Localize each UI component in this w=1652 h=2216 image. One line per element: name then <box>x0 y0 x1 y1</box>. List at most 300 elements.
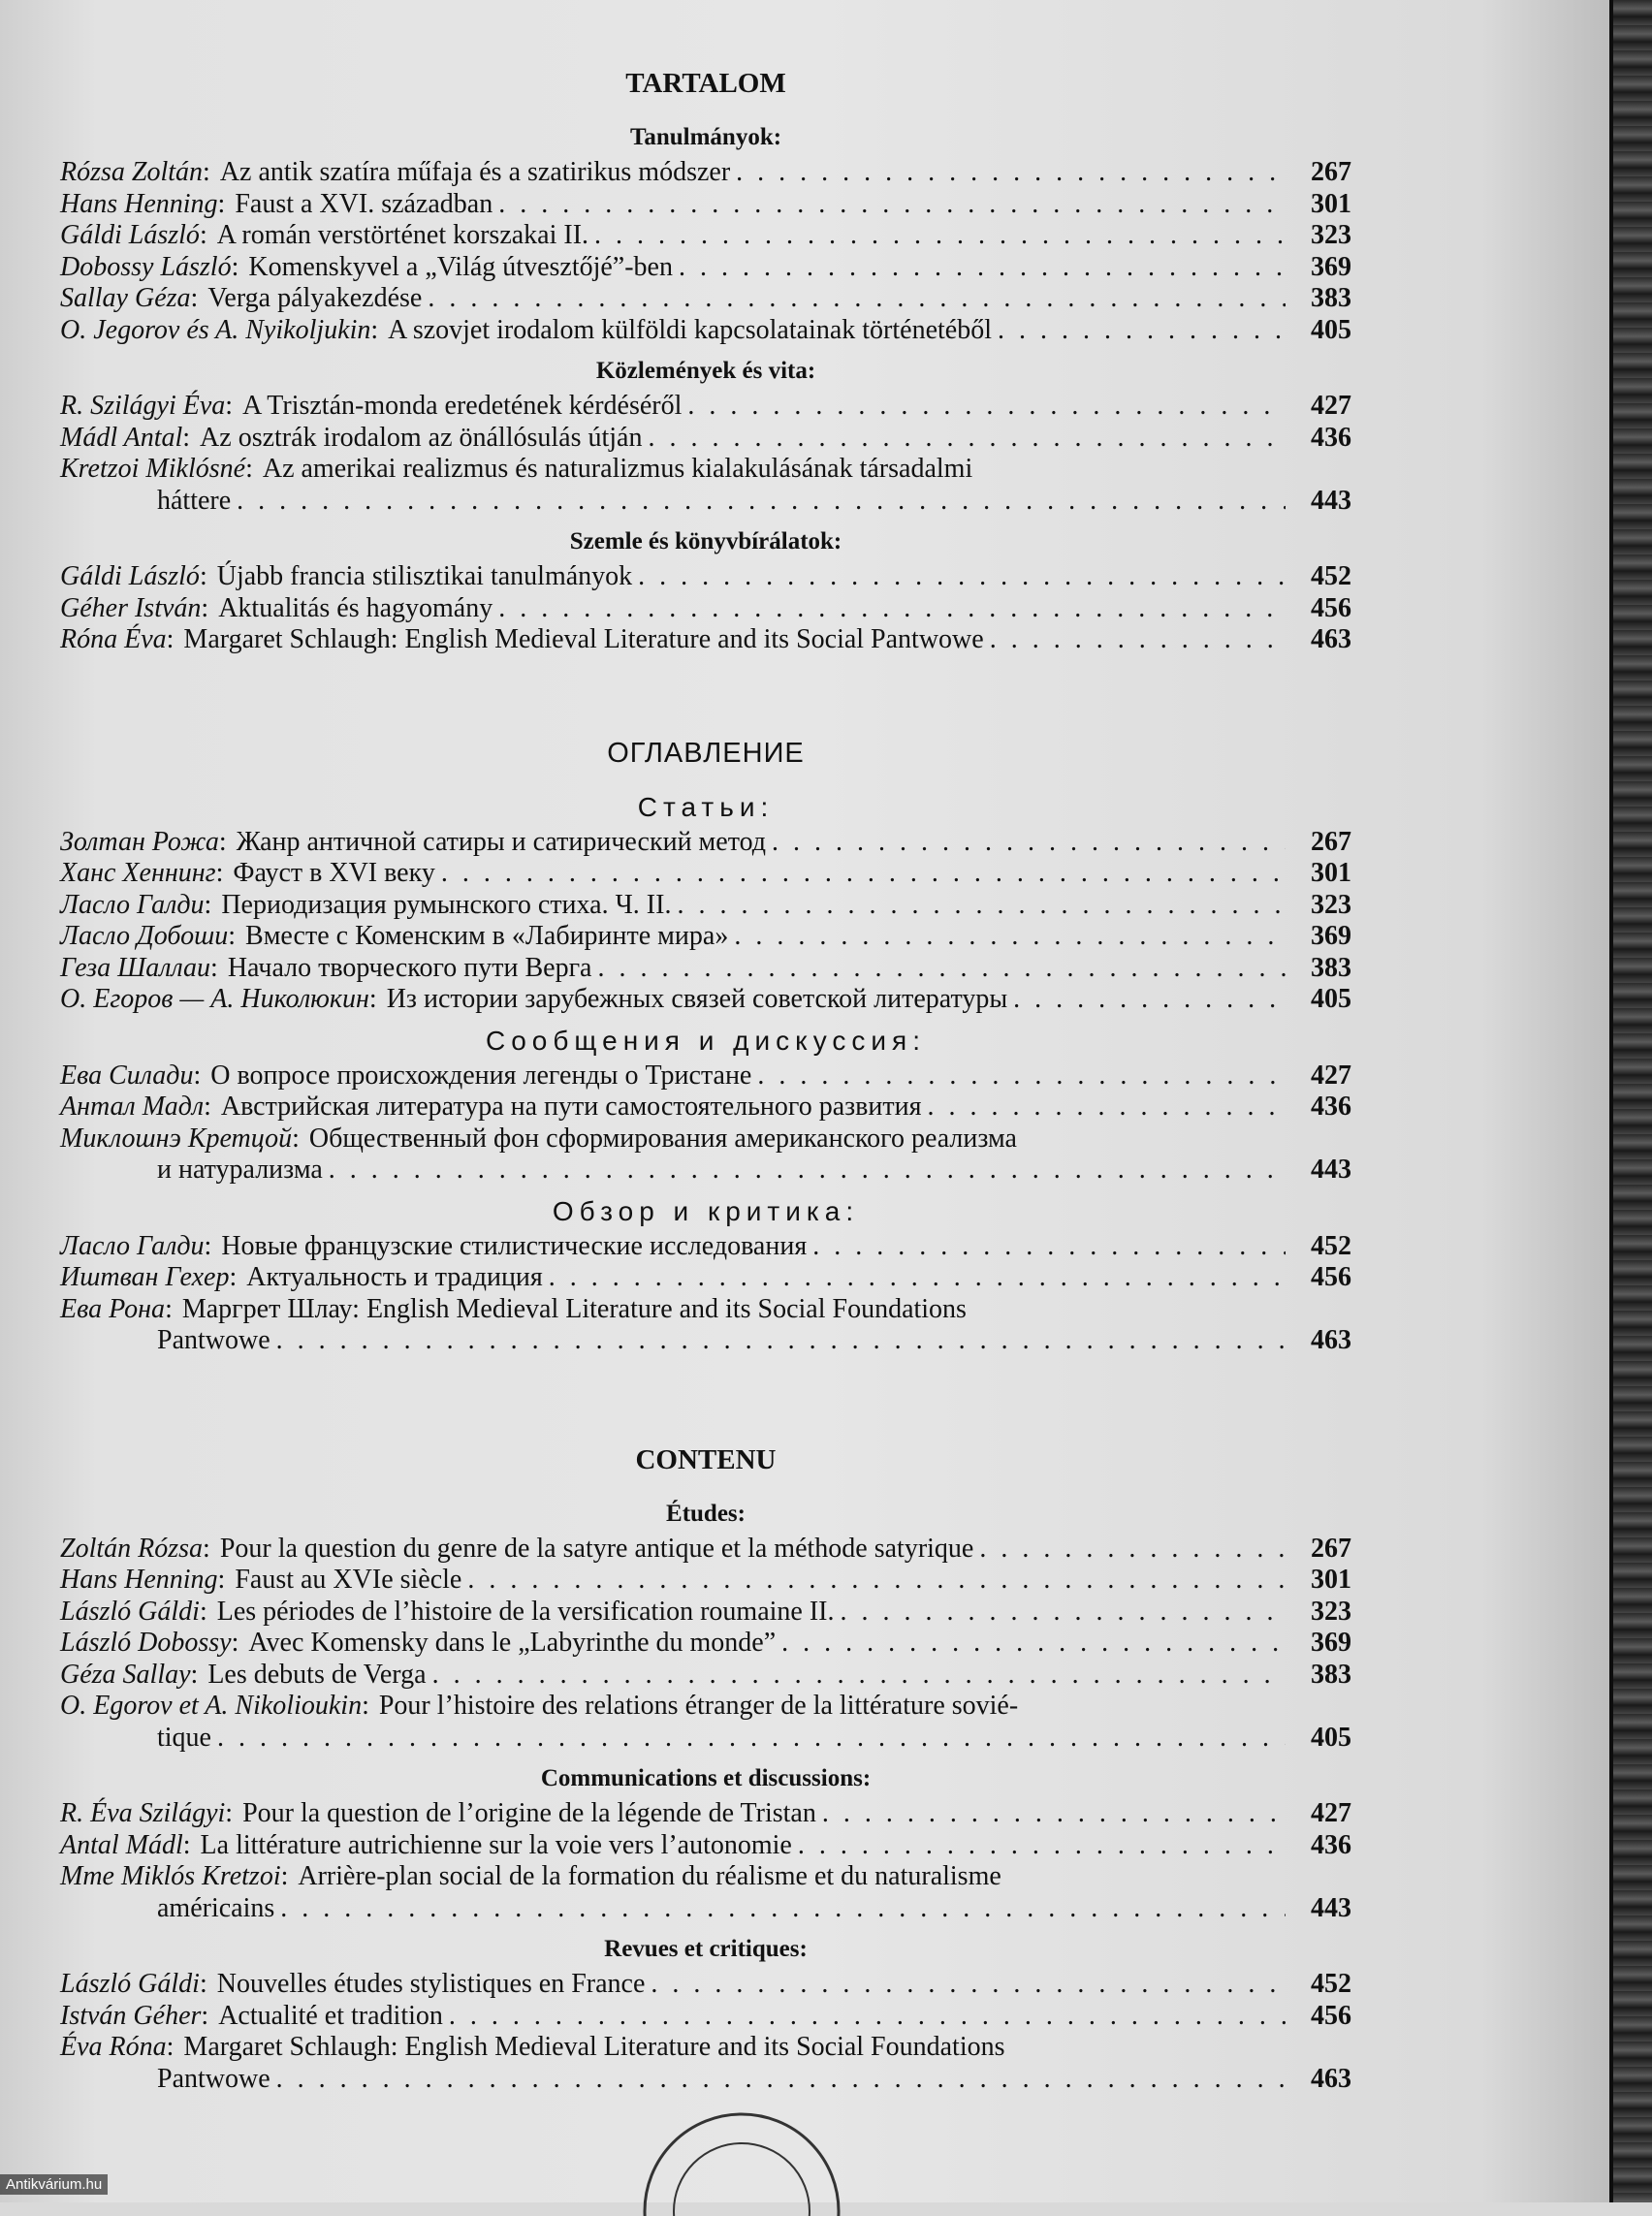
entry-title: Komenskyvel a „Világ útvesztőjé”-ben <box>248 251 673 282</box>
entry-title: A szovjet irodalom külföldi kapcsolatainak történetéből <box>388 314 992 345</box>
entry-text <box>60 1660 1291 1692</box>
entry-author: Géher István <box>60 592 202 623</box>
toc-entry <box>60 1830 1351 1862</box>
page-number: 267 <box>1311 157 1351 187</box>
entry-author: Antal Mádl <box>60 1829 183 1860</box>
entry-author: Dobossy László <box>60 251 232 282</box>
entry-line <box>60 1628 1291 1660</box>
page-number: 369 <box>1311 921 1351 951</box>
page-number: 383 <box>1311 1659 1351 1690</box>
entry-title: Margaret Schlaugh: English Medieval Literature and its Social Foundations <box>183 2032 1005 2062</box>
entry-text <box>60 561 1291 593</box>
entry-title: Avec Komensky dans le „Labyrinthe du monde” <box>248 1628 777 1658</box>
toc-entry <box>60 391 1351 423</box>
entry-line <box>60 189 1291 221</box>
toc-section <box>60 724 1351 1357</box>
entry-text <box>60 1294 1291 1357</box>
toc-entry <box>60 1262 1351 1294</box>
entry-title: Faust au XVIe siècle <box>235 1565 462 1595</box>
entry-title: Новые французские стилистические исследования <box>221 1230 808 1261</box>
dot-leader <box>812 1231 1286 1263</box>
dot-leader <box>648 423 1286 455</box>
entry-line <box>60 283 1291 315</box>
entry-text <box>60 953 1291 985</box>
toc-entry <box>60 252 1351 284</box>
page-number: 301 <box>1311 858 1351 888</box>
entry-text <box>60 189 1291 221</box>
entry-text <box>60 157 1291 189</box>
page-number: 436 <box>1311 1092 1351 1122</box>
entry-title: Периодизация румынского стиха. Ч. II. <box>221 889 672 920</box>
table-of-contents <box>60 54 1351 2151</box>
toc-entry <box>60 1092 1351 1124</box>
dot-leader <box>237 486 1286 518</box>
dot-leader <box>772 827 1286 859</box>
dot-leader <box>998 315 1286 347</box>
entry-author: Zoltán Rózsa <box>60 1533 204 1564</box>
page-number: 383 <box>1311 952 1351 983</box>
toc-entry <box>60 1861 1351 1924</box>
dot-leader <box>677 890 1286 922</box>
entry-title: Aktualitás és hagyomány <box>218 592 493 623</box>
entry-line <box>60 890 1291 922</box>
entry-title: Pour l’histoire des relations étranger de la littérature sovié- <box>378 1691 1019 1721</box>
entry-separator: : <box>190 1659 199 1690</box>
entry-text <box>60 1691 1291 1754</box>
entry-separator: : <box>231 1628 239 1658</box>
dot-leader <box>329 1155 1286 1187</box>
entry-author: Hans Henning <box>60 1565 218 1595</box>
entry-author: Ханс Хеннинг <box>60 858 216 888</box>
entry-line <box>60 1597 1291 1629</box>
toc-entry <box>60 1628 1351 1660</box>
entry-separator: : <box>215 858 224 888</box>
group-heading: Revues et critiques: <box>604 1936 808 1962</box>
dot-leader <box>687 391 1286 423</box>
entry-author: Géza Sallay <box>60 1659 191 1690</box>
page-number: 463 <box>1311 624 1351 654</box>
entry-line <box>60 157 1291 189</box>
toc-entry <box>60 561 1351 593</box>
entry-separator: : <box>362 1691 369 1721</box>
entry-author: Gáldi László <box>60 561 200 591</box>
entry-line <box>60 1861 1291 1893</box>
dot-leader <box>841 1597 1287 1629</box>
entry-author: O. Egorov et A. Nikolioukin <box>60 1691 363 1721</box>
toc-section <box>60 54 1351 656</box>
toc-entry <box>60 1660 1351 1692</box>
entry-author: О. Егоров — А. Николюкин <box>60 984 369 1014</box>
toc-entry <box>60 189 1351 221</box>
dot-leader <box>679 252 1286 284</box>
entry-line <box>60 984 1291 1016</box>
entry-text <box>60 315 1291 347</box>
group-heading: Tanulmányok: <box>629 124 782 150</box>
entry-text <box>60 2032 1291 2095</box>
entry-separator: : <box>199 561 207 591</box>
entry-title: Les debuts de Verga <box>207 1659 427 1690</box>
entry-line <box>60 858 1291 890</box>
entry-text <box>60 1798 1291 1830</box>
entry-title: Az osztrák irodalom az önállósulás útján <box>200 422 643 453</box>
dot-leader <box>757 1061 1286 1092</box>
entry-author: Ласло Галди <box>60 889 205 920</box>
entry-text <box>60 220 1291 252</box>
entry-separator: : <box>204 1092 211 1122</box>
entry-separator: : <box>225 391 234 421</box>
entry-title: Margaret Schlaugh: English Medieval Literature and its Social Pantwowe <box>183 624 984 654</box>
entry-separator: : <box>190 283 199 313</box>
dot-leader <box>441 858 1286 890</box>
entry-author: R. Szilágyi Éva <box>60 391 226 421</box>
entry-line <box>60 593 1291 625</box>
entry-title: A Trisztán-monda eredetének kérdéséről <box>242 391 683 421</box>
entry-title-continuation: háttere <box>157 485 232 516</box>
dot-leader <box>449 2001 1286 2033</box>
entry-line <box>60 252 1291 284</box>
dot-leader <box>498 593 1286 625</box>
toc-entry <box>60 220 1351 252</box>
entry-text <box>60 252 1291 284</box>
entry-author: Антал Мадл <box>60 1092 205 1122</box>
entry-separator: : <box>228 921 237 951</box>
toc-entry <box>60 593 1351 625</box>
dot-leader <box>1013 984 1286 1016</box>
toc-entry <box>60 1798 1351 1830</box>
entry-author: Миклошнэ Кретцой <box>60 1123 293 1154</box>
entry-title: Актуальность и традиция <box>246 1262 543 1292</box>
entry-line <box>60 624 1291 656</box>
entry-title: Из истории зарубежных связей советской литературы <box>386 984 1008 1014</box>
entry-separator: : <box>166 624 175 654</box>
dot-leader <box>467 1565 1286 1597</box>
entry-author: Rózsa Zoltán <box>60 157 204 187</box>
entry-text <box>60 1565 1291 1597</box>
entry-separator: : <box>182 422 191 453</box>
page-number: 456 <box>1311 1262 1351 1292</box>
entry-line-continuation <box>60 486 1291 518</box>
entry-text <box>60 1628 1291 1660</box>
entry-text <box>60 1124 1291 1187</box>
entry-separator: : <box>204 889 212 920</box>
page-number: 369 <box>1311 251 1351 282</box>
entry-separator: : <box>203 1533 210 1564</box>
entry-line <box>60 1231 1291 1263</box>
page-number: 456 <box>1311 592 1351 623</box>
page-number: 443 <box>1311 1155 1351 1185</box>
page-number: 456 <box>1311 2000 1351 2031</box>
entry-separator: : <box>280 1861 289 1891</box>
entry-line <box>60 1660 1291 1692</box>
section-title: ОГЛАВЛЕНИЕ <box>607 737 805 769</box>
entry-author: Золтан Рожа <box>60 826 219 857</box>
group-heading: Статьи: <box>637 791 775 822</box>
page-number: 427 <box>1311 1798 1351 1828</box>
page-number: 369 <box>1311 1628 1351 1658</box>
toc-entry <box>60 315 1351 347</box>
entry-author: Ласло Добоши <box>60 921 229 951</box>
entry-text <box>60 1969 1291 2001</box>
toc-entry <box>60 1565 1351 1597</box>
entry-title: Nouvelles études stylistiques en France <box>216 1969 646 1999</box>
entry-title: Вместе с Коменским в «Лабиринте мира» <box>245 921 729 951</box>
entry-line <box>60 1092 1291 1124</box>
dot-leader <box>432 1660 1286 1692</box>
entry-title: Az antik szatíra műfaja és a szatirikus módszer <box>219 157 731 187</box>
entry-title: Újabb francia stilisztikai tanulmányok <box>216 561 633 591</box>
entry-text <box>60 1231 1291 1263</box>
entry-text <box>60 624 1291 656</box>
entry-line-continuation <box>60 1893 1291 1925</box>
entry-author: István Géher <box>60 2000 202 2031</box>
entry-title: Жанр античной сатиры и сатирический метод <box>236 826 767 857</box>
dot-leader <box>734 921 1286 953</box>
entry-line <box>60 2001 1291 2033</box>
entry-separator: : <box>229 1262 238 1292</box>
page-number: 427 <box>1311 391 1351 421</box>
entry-text <box>60 454 1291 517</box>
toc-entry <box>60 157 1351 189</box>
entry-text <box>60 858 1291 890</box>
entry-line <box>60 454 1291 486</box>
entry-line-continuation <box>60 1155 1291 1187</box>
toc-entry <box>60 953 1351 985</box>
entry-line <box>60 1565 1291 1597</box>
page-number: 452 <box>1311 1969 1351 1999</box>
entry-line <box>60 315 1291 347</box>
entry-title-continuation: и натурализма <box>157 1155 323 1185</box>
entry-line <box>60 1534 1291 1566</box>
entry-title: Pour la question de l’origine de la légende de Tristan <box>242 1798 816 1828</box>
entry-author: Ева Силади <box>60 1060 194 1091</box>
watermark: Antikvárium.hu <box>0 2174 108 2195</box>
entry-author: Róna Éva <box>60 624 167 654</box>
entry-title-continuation: Pantwowe <box>157 2063 270 2094</box>
toc-entry <box>60 1294 1351 1357</box>
library-stamp <box>620 2090 863 2216</box>
entry-author: Gáldi László <box>60 220 200 250</box>
entry-line <box>60 1294 1291 1326</box>
page-number: 452 <box>1311 1230 1351 1261</box>
toc-entry <box>60 890 1351 922</box>
page-number: 436 <box>1311 422 1351 453</box>
page-number: 443 <box>1311 485 1351 516</box>
entry-line-continuation <box>60 1723 1291 1755</box>
entry-separator: : <box>182 1829 191 1860</box>
entry-separator: : <box>225 1798 234 1828</box>
entry-text <box>60 283 1291 315</box>
dot-leader <box>651 1969 1286 2001</box>
entry-separator: : <box>292 1123 300 1154</box>
entry-title: Arrière-plan social de la formation du réalisme et du naturalisme <box>298 1861 1001 1891</box>
entry-line <box>60 827 1291 859</box>
entry-separator: : <box>218 826 227 857</box>
entry-line <box>60 921 1291 953</box>
entry-separator: : <box>231 251 239 282</box>
entry-title: Verga pályakezdése <box>207 283 423 313</box>
entry-title: О вопросе происхождения легенды о Тристане <box>210 1060 752 1091</box>
entry-line-continuation <box>60 1325 1291 1357</box>
toc-entry <box>60 423 1351 455</box>
page-number: 405 <box>1311 1722 1351 1753</box>
page-number: 267 <box>1311 826 1351 857</box>
entry-line <box>60 1061 1291 1092</box>
entry-title-continuation: américains <box>157 1892 275 1923</box>
entry-author: Геза Шаллаи <box>60 952 211 983</box>
entry-title-continuation: tique <box>157 1722 211 1753</box>
entry-separator: : <box>166 2032 175 2062</box>
entry-author: R. Éva Szilágyi <box>60 1798 226 1828</box>
entry-title: Pour la question du genre de la satyre antique et la méthode satyrique <box>219 1533 974 1564</box>
page-number: 427 <box>1311 1060 1351 1091</box>
entry-separator: : <box>217 1565 226 1595</box>
entry-text <box>60 827 1291 859</box>
toc-entry <box>60 283 1351 315</box>
group-heading: Közlemények és vita: <box>595 358 816 384</box>
entry-text <box>60 890 1291 922</box>
group-heading: Сообщения и дискуссия: <box>486 1025 926 1056</box>
toc-entry <box>60 1061 1351 1092</box>
entry-text <box>60 984 1291 1016</box>
page-number: 323 <box>1311 1596 1351 1627</box>
page-number: 463 <box>1311 2063 1351 2094</box>
dot-leader <box>428 283 1286 315</box>
toc-entry <box>60 827 1351 859</box>
entry-title: Az amerikai realizmus és naturalizmus kialakulásának társadalmi <box>262 454 973 484</box>
toc-entry <box>60 2001 1351 2033</box>
entry-separator: : <box>199 1596 207 1627</box>
group-heading: Szemle és könyvbírálatok: <box>569 528 842 554</box>
entry-line <box>60 1691 1291 1723</box>
page-number: 383 <box>1311 283 1351 313</box>
entry-author: Mádl Antal <box>60 422 183 453</box>
entry-author: Ласло Галди <box>60 1230 205 1261</box>
page-number: 405 <box>1311 314 1351 345</box>
dot-leader <box>549 1262 1286 1294</box>
entry-author: Иштван Гехер <box>60 1262 230 1292</box>
entry-separator: : <box>201 592 209 623</box>
dot-leader <box>979 1534 1286 1566</box>
entry-title: Общественный фон сформирования американского реализма <box>308 1123 1017 1154</box>
entry-text <box>60 1262 1291 1294</box>
entry-title-continuation: Pantwowe <box>157 1325 270 1355</box>
entry-text <box>60 921 1291 953</box>
dot-leader <box>276 1325 1286 1357</box>
entry-separator: : <box>199 1969 207 1999</box>
entry-line <box>60 1969 1291 2001</box>
entry-separator: : <box>203 157 210 187</box>
toc-entry <box>60 1534 1351 1566</box>
entry-line <box>60 1124 1291 1155</box>
dot-leader <box>597 953 1286 985</box>
page-number: 301 <box>1311 188 1351 219</box>
dot-leader <box>822 1798 1286 1830</box>
entry-text <box>60 593 1291 625</box>
entry-text <box>60 1092 1291 1124</box>
group-heading: Études: <box>666 1500 746 1527</box>
dot-leader <box>638 561 1286 593</box>
dot-leader <box>594 220 1286 252</box>
entry-author: László Dobossy <box>60 1628 232 1658</box>
entry-line <box>60 1830 1291 1862</box>
toc-entry <box>60 1691 1351 1754</box>
page-number: 452 <box>1311 561 1351 591</box>
entry-text <box>60 391 1291 423</box>
entry-line <box>60 1262 1291 1294</box>
entry-separator: : <box>193 1060 202 1091</box>
entry-text <box>60 1830 1291 1862</box>
entry-separator: : <box>201 2000 209 2031</box>
entry-author: Sallay Géza <box>60 283 191 313</box>
page-number: 301 <box>1311 1565 1351 1595</box>
entry-title: Фауст в XVI веку <box>233 858 435 888</box>
entry-author: Éva Róna <box>60 2032 167 2062</box>
toc-entry <box>60 1969 1351 2001</box>
dot-leader <box>498 189 1286 221</box>
entry-title: Австрийская литература на пути самостоятельного развития <box>220 1092 922 1122</box>
dot-leader <box>781 1628 1286 1660</box>
entry-title: Начало творческого пути Верга <box>227 952 592 983</box>
entry-author: O. Jegorov és A. Nyikoljukin <box>60 314 371 345</box>
entry-text <box>60 423 1291 455</box>
dot-leader <box>736 157 1286 189</box>
entry-author: Kretzoi Miklósné <box>60 454 246 484</box>
entry-author: László Gáldi <box>60 1596 200 1627</box>
entry-line <box>60 953 1291 985</box>
entry-line <box>60 561 1291 593</box>
dot-leader <box>928 1092 1287 1124</box>
entry-title: A román verstörténet korszakai II. <box>216 220 589 250</box>
entry-title: La littérature autrichienne sur la voie vers l’autonomie <box>200 1829 792 1860</box>
toc-entry <box>60 624 1351 656</box>
group-heading: Communications et discussions: <box>540 1765 872 1791</box>
toc-entry <box>60 921 1351 953</box>
entry-separator: : <box>165 1293 173 1324</box>
page-number: 463 <box>1311 1325 1351 1355</box>
toc-entry <box>60 454 1351 517</box>
entry-author: Ева Рона <box>60 1293 166 1324</box>
dot-leader <box>217 1723 1286 1755</box>
entry-text <box>60 1597 1291 1629</box>
page-number: 323 <box>1311 220 1351 250</box>
toc-entry <box>60 2032 1351 2095</box>
section-title: CONTENU <box>635 1443 777 1475</box>
section-title: TARTALOM <box>625 68 786 99</box>
entry-separator: : <box>204 1230 212 1261</box>
entry-title: Faust a XVI. században <box>235 188 493 219</box>
entry-title: Les périodes de l’histoire de la versification roumaine II. <box>216 1596 835 1627</box>
dot-leader <box>990 624 1286 656</box>
toc-entry <box>60 984 1351 1016</box>
entry-text <box>60 1061 1291 1092</box>
page-number: 323 <box>1311 889 1351 920</box>
toc-entry <box>60 1597 1351 1629</box>
entry-author: László Gáldi <box>60 1969 200 1999</box>
entry-line <box>60 423 1291 455</box>
page-number: 267 <box>1311 1533 1351 1564</box>
entry-separator: : <box>368 984 377 1014</box>
entry-separator: : <box>210 952 218 983</box>
entry-title: Actualité et tradition <box>218 2000 443 2031</box>
dot-leader <box>280 1893 1286 1925</box>
book-spine <box>1609 0 1652 2202</box>
entry-text <box>60 1861 1291 1924</box>
toc-entry <box>60 1124 1351 1187</box>
entry-author: Hans Henning <box>60 188 218 219</box>
entry-line <box>60 220 1291 252</box>
entry-line <box>60 1798 1291 1830</box>
dot-leader <box>798 1830 1286 1862</box>
